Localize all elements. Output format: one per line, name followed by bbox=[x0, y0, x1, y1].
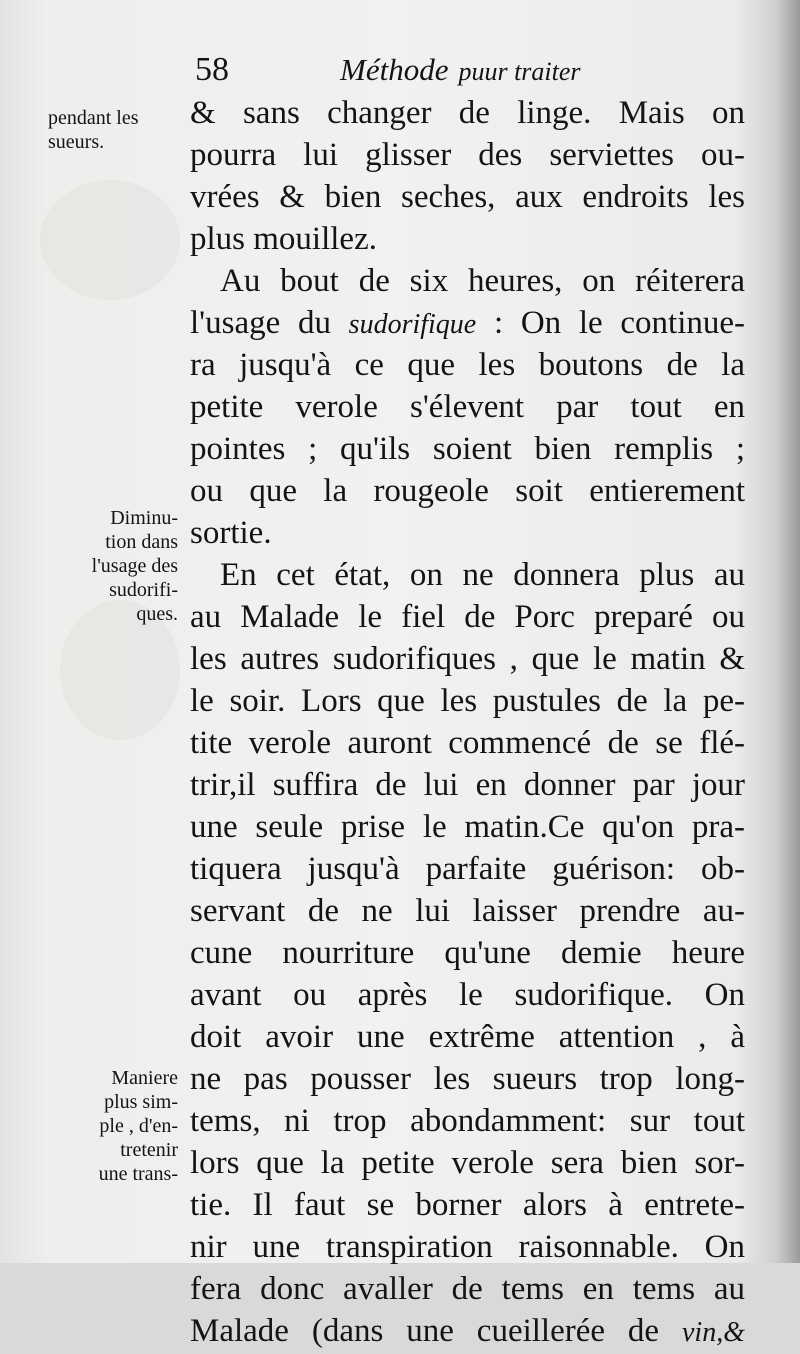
margin-note-sweat bbox=[48, 106, 139, 154]
text-line: une seule prise le matin.Ce qu'on pra- bbox=[190, 809, 745, 845]
running-title-part: Méthode bbox=[340, 52, 449, 87]
text-line: sortie. bbox=[190, 515, 272, 551]
text-line: tie. Il faut se borner alors à entrete- bbox=[190, 1187, 745, 1223]
page-header bbox=[195, 45, 755, 95]
text-line: tite verole auront commencé de se flé- bbox=[190, 725, 745, 761]
paper-stain bbox=[40, 180, 180, 300]
margin-note-line: sueurs. bbox=[48, 131, 105, 153]
margin-note-line: ques. bbox=[136, 603, 178, 625]
text-line: ne pas pousser les sueurs trop long- bbox=[190, 1061, 745, 1097]
margin-note-reduction bbox=[40, 506, 178, 626]
margin-note-line: sudorifi- bbox=[109, 579, 178, 601]
text-line: au Malade le fiel de Porc preparé ou bbox=[190, 599, 745, 635]
running-title bbox=[340, 45, 581, 97]
text-line: fera donc avaller de tems en tems au bbox=[190, 1271, 745, 1307]
margin-note-line: tion dans bbox=[105, 531, 178, 553]
margin-note-line: tretenir bbox=[120, 1139, 178, 1161]
text-line: servant de ne lui laisser prendre au- bbox=[190, 893, 745, 929]
text-line: tiquera jusqu'à parfaite guérison: ob- bbox=[190, 851, 745, 887]
margin-note-line: pendant les bbox=[48, 107, 139, 129]
page-number: 58 bbox=[195, 51, 229, 88]
italic-term: vin,& bbox=[682, 1317, 745, 1348]
margin-note-simpler bbox=[40, 1066, 178, 1186]
italic-term: sudorifique bbox=[348, 309, 477, 340]
text-line: ra jusqu'à ce que les boutons de la bbox=[190, 347, 745, 383]
text-line: vrées & bien seches, aux endroits les bbox=[190, 179, 745, 215]
text-line: tems, ni trop abondamment: sur tout bbox=[190, 1103, 745, 1139]
text-line: pointes ; qu'ils soient bien remplis ; bbox=[190, 431, 745, 467]
margin-note-line: l'usage des bbox=[91, 555, 178, 577]
text-line: Au bout de six heures, on réiterera bbox=[220, 263, 745, 299]
text-line: les autres sudorifiques , que le matin & bbox=[190, 641, 745, 677]
text-line: Malade (dans une cueillerée de vin,& bbox=[190, 1313, 745, 1349]
text-line: plus mouillez. bbox=[190, 221, 377, 257]
text-line: En cet état, on ne donnera plus au bbox=[220, 557, 745, 593]
margin-note-line: ple , d'en- bbox=[99, 1115, 178, 1137]
text-line: trir,il suffira de lui en donner par jour bbox=[190, 767, 745, 803]
text-line: avant ou après le sudorifique. On bbox=[190, 977, 745, 1013]
text-line: l'usage du sudorifique : On le continue- bbox=[190, 305, 745, 341]
text-line: doit avoir une extrême attention , à bbox=[190, 1019, 745, 1055]
running-title-part: puur traiter bbox=[458, 57, 581, 86]
text-line: pourra lui glisser des serviettes ou- bbox=[190, 137, 745, 173]
text-line: petite verole s'élevent par tout en bbox=[190, 389, 745, 425]
margin-note-line: Diminu- bbox=[110, 507, 178, 529]
text-line: lors que la petite verole sera bien sor- bbox=[190, 1145, 745, 1181]
text-line: ou que la rougeole soit entierement bbox=[190, 473, 745, 509]
text-line: le soir. Lors que les pustules de la pe- bbox=[190, 683, 745, 719]
margin-note-line: plus sim- bbox=[104, 1091, 178, 1113]
text-line: cune nourriture qu'une demie heure bbox=[190, 935, 745, 971]
margin-note-line: une trans- bbox=[98, 1163, 178, 1185]
margin-note-line: Maniere bbox=[111, 1067, 178, 1089]
main-text-block bbox=[190, 92, 745, 1352]
text-line: & sans changer de linge. Mais on bbox=[190, 95, 745, 131]
text-line: nir une transpiration raisonnable. On bbox=[190, 1229, 745, 1265]
